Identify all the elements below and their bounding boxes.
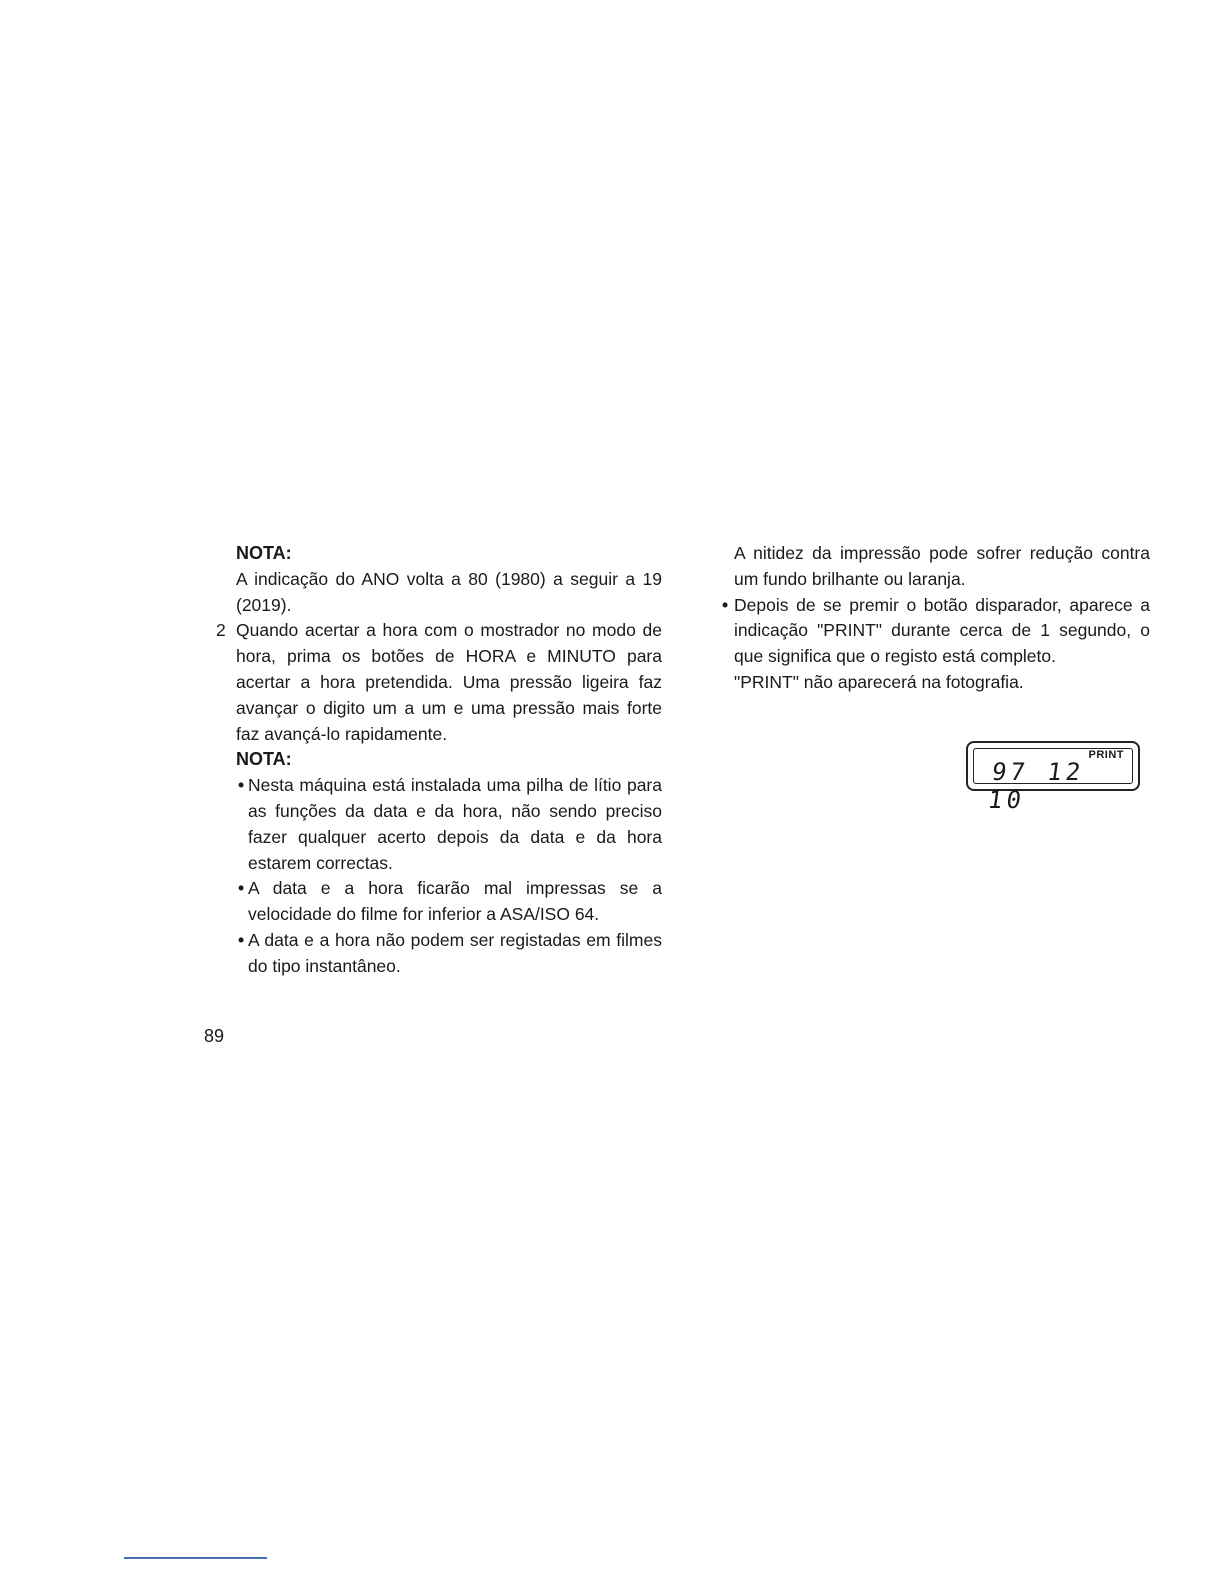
nota-heading-1: NOTA: bbox=[236, 543, 292, 563]
sharpness-note: A nitidez da impressão pode sofrer redução contra um fundo brilhante ou laranja. bbox=[734, 543, 1150, 589]
bullet-mark: • bbox=[238, 775, 245, 796]
bullet-item bbox=[722, 593, 1150, 670]
nota-heading-2: NOTA: bbox=[236, 749, 292, 770]
lcd-display-illustration bbox=[966, 741, 1140, 814]
lcd-print-label: PRINT bbox=[1088, 749, 1124, 761]
bullet-text: A data e a hora não podem ser registadas em filmes do tipo instantâneo. bbox=[248, 929, 662, 976]
bullet-text: A data e a hora ficarão mal impressas se a velocidade do filme for inferior a ASA/ISO 64. bbox=[248, 878, 662, 925]
item-text: Quando acertar a hora com o mostrador no modo de hora, prima os botões de HORA e MINUTO para acertar a hora pretendida. Uma pressão ligeira faz avançar o digito um a um e uma pressão mais forte faz avançá-lo rapidamente. bbox=[236, 620, 662, 744]
numbered-item-2 bbox=[214, 618, 662, 747]
lcd-digits: 97 12 10 bbox=[986, 758, 1087, 814]
bullet-item bbox=[214, 773, 662, 876]
nota-text-1: A indicação do ANO volta a 80 (1980) a seguir a 19 (2019). bbox=[236, 568, 662, 615]
bullet-text: Nesta máquina está instalada uma pilha de lítio para as funções da data e da hora, não sendo preciso fazer qualquer acerto depois da data e da hora estarem correctas. bbox=[248, 775, 662, 873]
footer-rule bbox=[124, 1557, 267, 1559]
item-number: 2 bbox=[216, 620, 226, 641]
bullet-mark: • bbox=[238, 878, 245, 899]
bullet-item bbox=[214, 928, 662, 980]
bullet-mark: • bbox=[722, 594, 729, 615]
bullet-text: Depois de se premir o botão disparador, aparece a indicação "PRINT" durante cerca de 1 segundo, o que significa que o registo está completo. bbox=[734, 594, 1150, 667]
lcd-panel bbox=[973, 748, 1133, 814]
print-note: "PRINT" não aparecerá na fotografia. bbox=[734, 671, 1024, 692]
left-column bbox=[214, 541, 662, 980]
bullet-item bbox=[214, 876, 662, 928]
right-column bbox=[722, 541, 1150, 696]
page-number: 89 bbox=[204, 1026, 225, 1046]
bullet-mark: • bbox=[238, 929, 245, 950]
